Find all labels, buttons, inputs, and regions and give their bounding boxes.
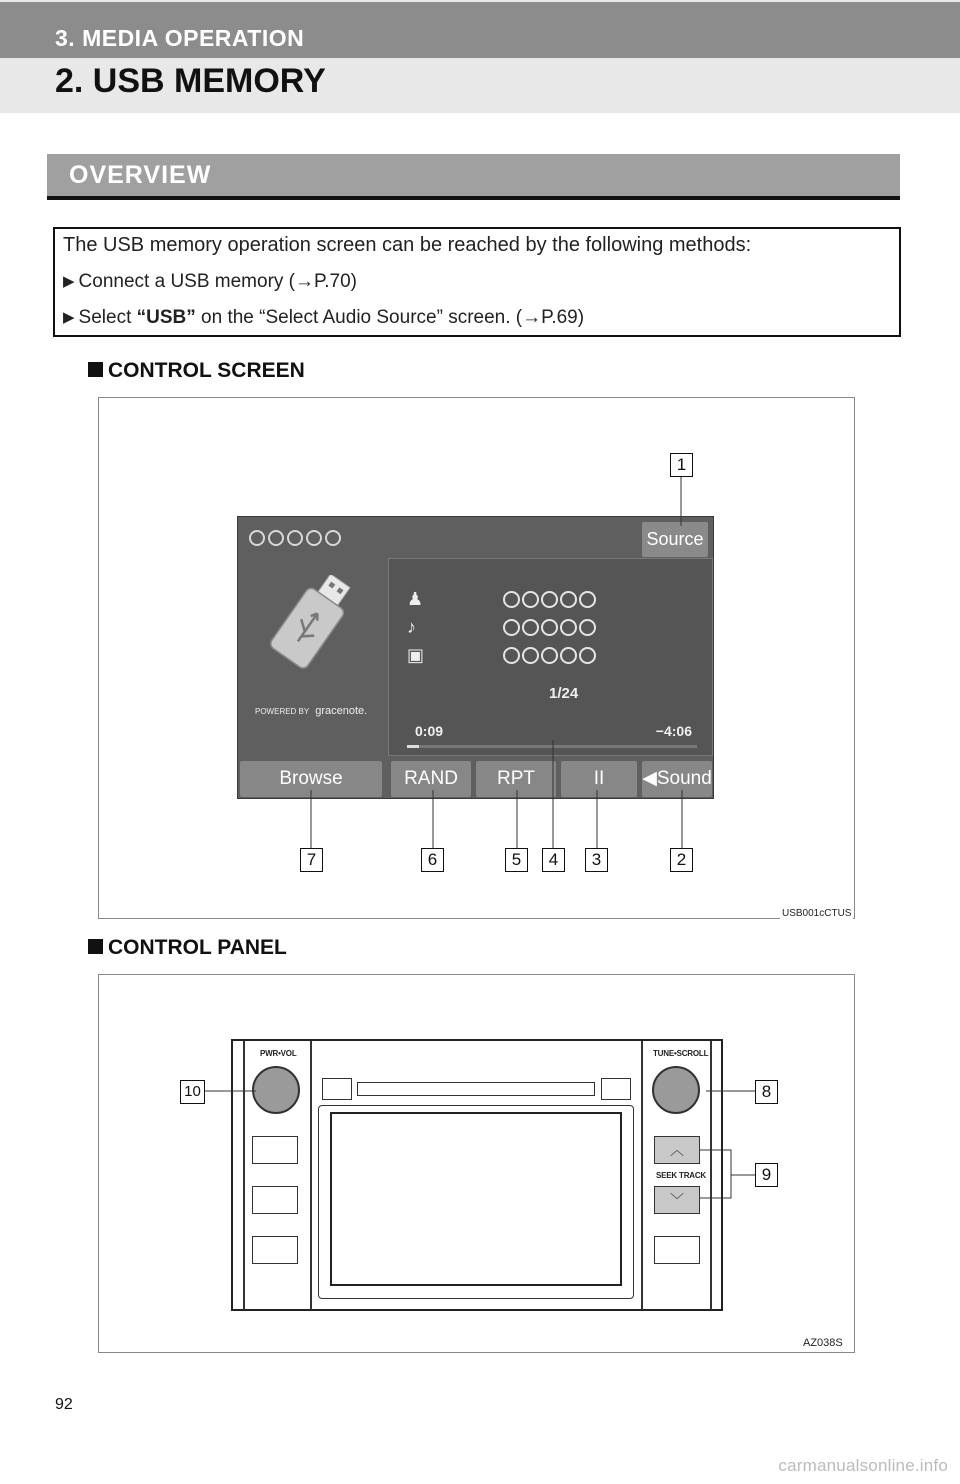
seek-track-down-button[interactable] <box>654 1186 700 1214</box>
progress-fill <box>407 745 419 748</box>
pause-button[interactable]: II <box>561 761 637 797</box>
disc-slot <box>357 1082 595 1096</box>
bullet-connect-usb <box>63 271 357 293</box>
callout-6: 6 <box>421 848 444 872</box>
control-panel-heading-text: CONTROL PANEL <box>108 936 287 959</box>
callout-1: 1 <box>670 453 693 477</box>
seek-track-label: SEEK TRACK <box>656 1171 707 1180</box>
control-screen-heading <box>88 359 305 383</box>
time-remaining: −4:06 <box>655 723 692 739</box>
bullet-text: Connect a USB memory (→P.70) <box>78 271 357 292</box>
tune-scroll-label: TUNE•SCROLL <box>653 1049 709 1058</box>
bullet-text-pre: Select <box>78 307 137 328</box>
screen-button-bar <box>240 761 712 797</box>
album-placeholder <box>503 647 598 669</box>
figure-code-screen: USB001cCTUS <box>782 908 852 919</box>
album-icon: ▣ <box>407 645 425 665</box>
callout-4: 4 <box>542 848 565 872</box>
callout-7: 7 <box>300 848 323 872</box>
watermark: carmanualsonline.info <box>778 1456 948 1475</box>
song-row <box>407 617 707 639</box>
figure-code-panel: AZ038S <box>803 1337 843 1349</box>
pwr-vol-label: PWR•VOL <box>260 1049 297 1058</box>
power-volume-knob[interactable] <box>252 1066 300 1114</box>
intro-text: The USB memory operation screen can be reached by the following methods: <box>63 234 752 256</box>
time-elapsed: 0:09 <box>415 723 444 739</box>
panel-button-left-2[interactable] <box>252 1186 298 1214</box>
panel-divider-right <box>641 1041 643 1310</box>
tune-scroll-knob[interactable] <box>652 1066 700 1114</box>
sound-button[interactable] <box>642 761 712 797</box>
track-count: 1/24 <box>549 685 579 702</box>
song-placeholder <box>503 619 598 641</box>
chevron-up-icon: ︿ <box>670 1142 684 1158</box>
speaker-icon: ◀ <box>642 768 657 789</box>
callout-9: 9 <box>755 1163 778 1187</box>
bullet-select-usb <box>63 307 584 329</box>
callout-5: 5 <box>505 848 528 872</box>
screen-title-placeholder <box>249 530 344 551</box>
progress-bar[interactable] <box>407 745 697 748</box>
track-info-panel <box>388 558 713 756</box>
square-bullet-icon <box>88 362 103 377</box>
random-button[interactable]: RAND <box>391 761 471 797</box>
page-number: 92 <box>55 1396 73 1413</box>
control-panel-heading <box>88 936 287 960</box>
artist-placeholder <box>503 591 598 613</box>
callout-10: 10 <box>180 1080 205 1104</box>
usb-memory-icon <box>258 575 368 675</box>
callout-8: 8 <box>755 1080 778 1104</box>
browse-button[interactable]: Browse <box>240 761 382 797</box>
overview-title: OVERVIEW <box>69 161 212 189</box>
panel-edge-right <box>710 1041 712 1310</box>
bullet-triangle-icon: ▶ <box>63 309 75 326</box>
sound-button-label: Sound <box>656 768 712 789</box>
section-title: 2. USB MEMORY <box>55 62 326 100</box>
panel-button-left-1[interactable] <box>252 1136 298 1164</box>
panel-edge-left <box>243 1041 245 1310</box>
gracenote-logo: POWERED BY gracenote. <box>255 705 368 717</box>
control-screen-heading-text: CONTROL SCREEN <box>108 359 305 382</box>
source-button[interactable]: Source <box>642 522 708 557</box>
seek-track-up-button[interactable] <box>654 1136 700 1164</box>
audio-screen <box>237 516 714 799</box>
touch-display[interactable] <box>330 1112 622 1286</box>
album-row <box>407 645 707 667</box>
chevron-down-icon: ﹀ <box>670 1192 684 1208</box>
panel-button-right-3[interactable] <box>654 1236 700 1264</box>
callout-3: 3 <box>585 848 608 872</box>
repeat-button[interactable]: RPT <box>476 761 556 797</box>
panel-button-left-3[interactable] <box>252 1236 298 1264</box>
artist-row <box>407 589 707 611</box>
intro-box <box>53 227 901 337</box>
artist-icon: ♟ <box>407 589 424 609</box>
square-bullet-icon <box>88 939 103 954</box>
bullet-text-post: on the “Select Audio Source” screen. (→P.69) <box>195 307 585 328</box>
bullet-text-bold: “USB” <box>136 307 196 328</box>
overview-header <box>47 154 900 200</box>
chapter-title: 3. MEDIA OPERATION <box>55 25 305 51</box>
callout-2: 2 <box>670 848 693 872</box>
bullet-triangle-icon: ▶ <box>63 273 75 290</box>
music-note-icon: ♪ <box>407 617 416 637</box>
eject-button[interactable] <box>322 1078 352 1100</box>
panel-divider-left <box>310 1041 312 1310</box>
slot-right-button[interactable] <box>601 1078 631 1100</box>
